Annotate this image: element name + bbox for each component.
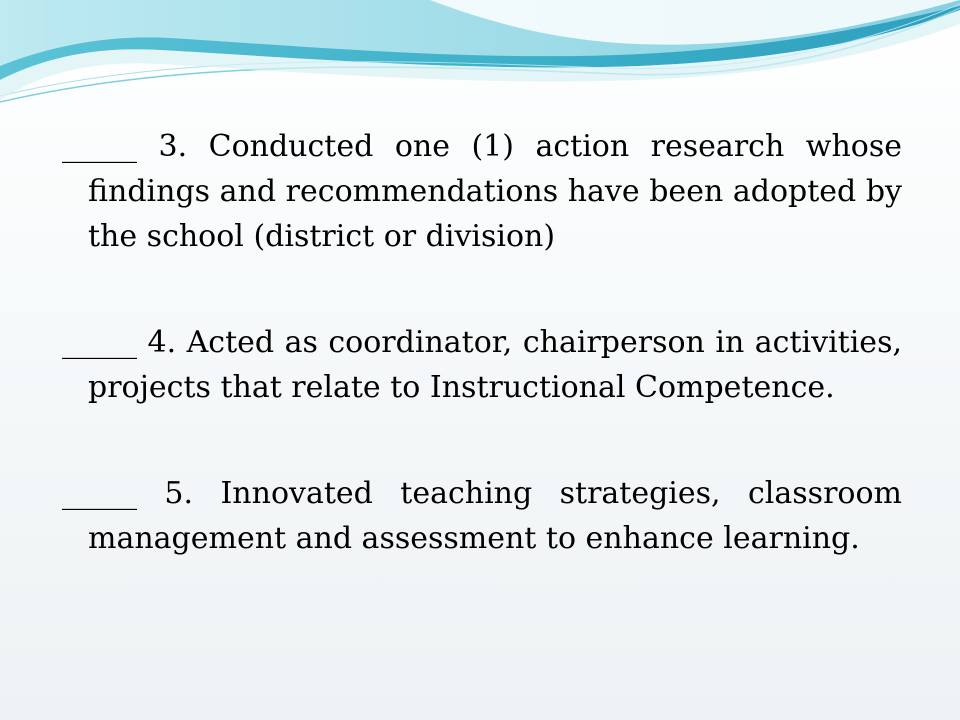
decorative-wave-banner (0, 0, 960, 120)
checklist-item-5: _____ 5. Innovated teaching strategies, classroom management and assessment to enhance learning. (62, 476, 902, 556)
checklist (62, 124, 902, 622)
checklist-item-3: _____ 3. Conducted one (1) action research whose findings and recommendations have been adopted by the school (district or division) (62, 129, 902, 254)
checklist-item-4: _____ 4. Acted as coordinator, chairperson in activities, projects that relate to Instructional Competence. (62, 325, 902, 405)
